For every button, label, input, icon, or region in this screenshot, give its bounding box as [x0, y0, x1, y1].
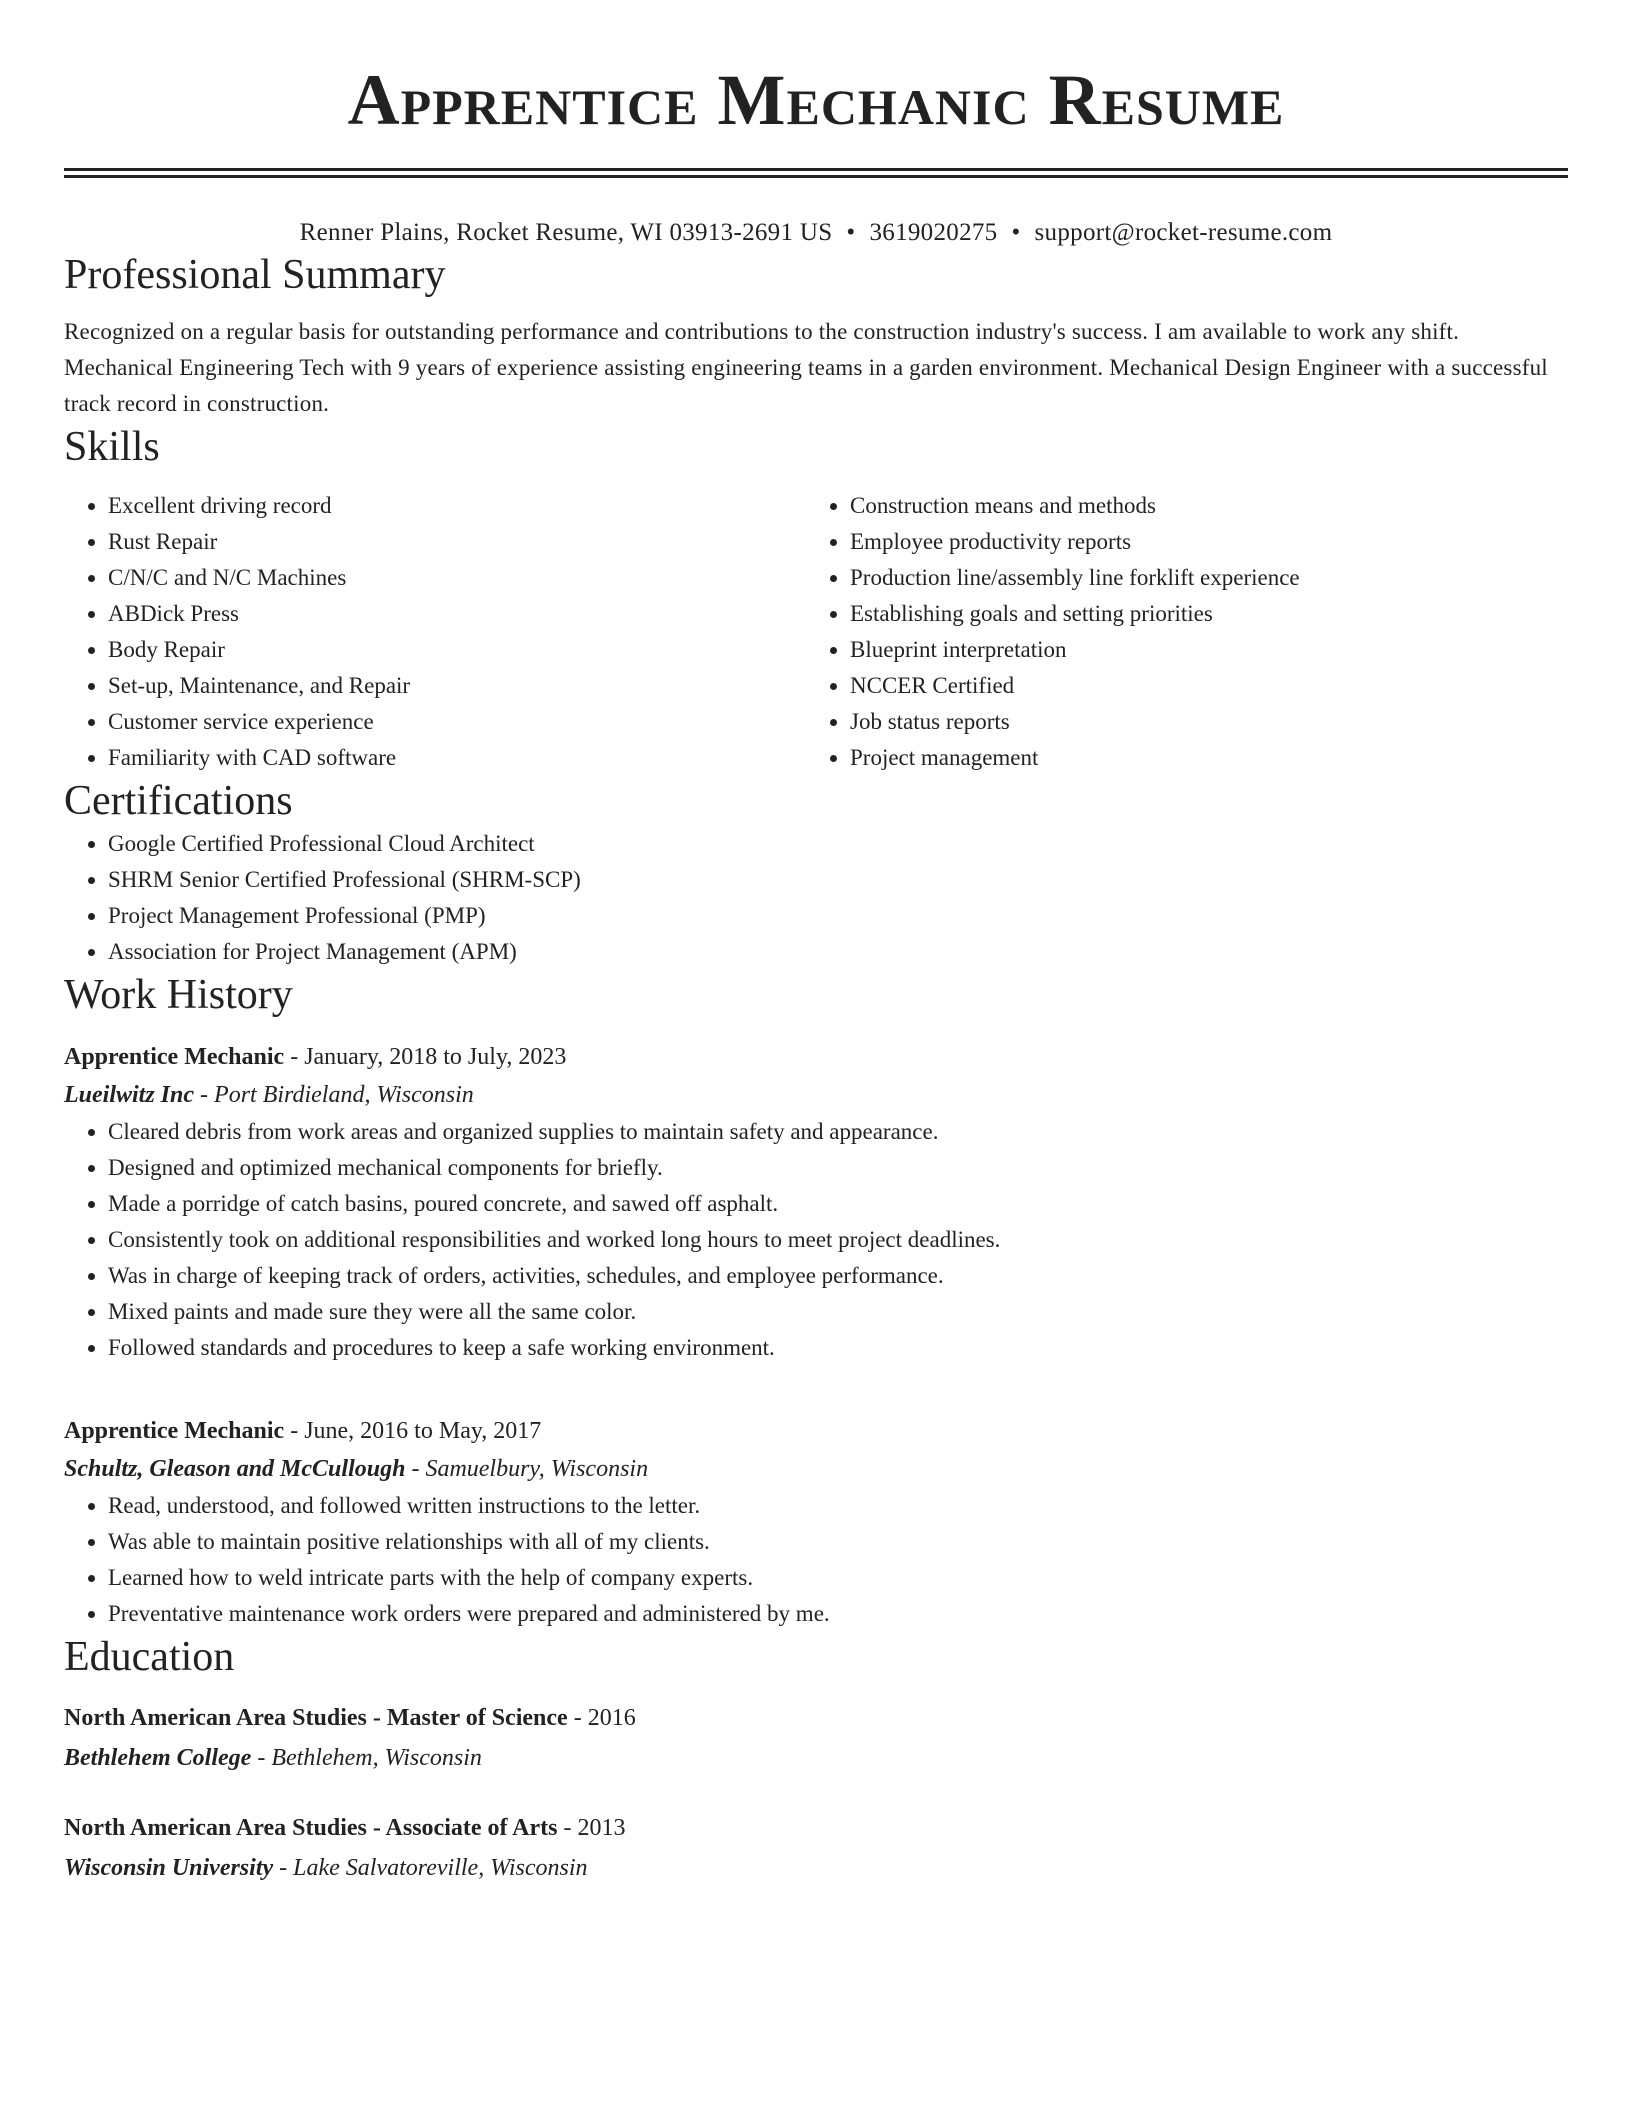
skill-item: • Job status reports: [850, 704, 1548, 740]
education-location: Bethlehem, Wisconsin: [271, 1745, 482, 1771]
education-degree-line: [64, 1808, 1568, 1848]
education-degree: North American Area Studies - Master of Science: [64, 1705, 568, 1731]
company-location: Port Birdieland, Wisconsin: [214, 1082, 474, 1108]
education-school: Wisconsin University: [64, 1855, 274, 1881]
job-duty-item: • Was able to maintain positive relationships with all of my clients.: [108, 1524, 1568, 1560]
job-duties-list: [64, 1488, 1568, 1632]
skill-item: • Project management: [850, 740, 1548, 776]
skills-column-right: [806, 488, 1548, 776]
skill-item: • C/N/C and N/C Machines: [108, 560, 806, 596]
certification-item: • SHRM Senior Certified Professional (SHRM-SCP): [108, 862, 1568, 898]
contact-email[interactable]: support@rocket-resume.com: [1034, 219, 1333, 246]
dash: -: [251, 1745, 272, 1771]
contact-separator: •: [1011, 219, 1021, 246]
job-title: Apprentice Mechanic: [64, 1418, 285, 1444]
summary-text: Recognized on a regular basis for outstanding performance and contributions to the construction industry's success. I am available to work any shift. Mechanical Engineering Tech with 9 years of experience assisting engineering teams in a garden environment. Mechanical Design Engineer with a successful track record in construction.: [64, 319, 1548, 416]
skill-item: • Construction means and methods: [850, 488, 1548, 524]
job-dates: January, 2018 to July, 2023: [304, 1044, 567, 1070]
job-duties-list: [64, 1114, 1568, 1366]
skill-item: • Employee productivity reports: [850, 524, 1548, 560]
dash: -: [284, 1044, 305, 1070]
dash: -: [557, 1815, 578, 1841]
education-school-line: [64, 1738, 1568, 1778]
education-school: Bethlehem College: [64, 1745, 252, 1771]
skill-item: • Establishing goals and setting priorities: [850, 596, 1548, 632]
job-title-line: [64, 1412, 1568, 1450]
education-location: Lake Salvatoreville, Wisconsin: [293, 1855, 588, 1881]
education-school-line: [64, 1848, 1568, 1888]
company-line: [64, 1450, 1568, 1488]
work-history-heading: Work History: [64, 972, 293, 1018]
certifications-heading: Certifications: [64, 778, 293, 824]
job-duty-item: • Learned how to weld intricate parts with the help of company experts.: [108, 1560, 1568, 1596]
education-degree: North American Area Studies - Associate of Arts: [64, 1815, 558, 1841]
skill-item: • Rust Repair: [108, 524, 806, 560]
job-duty-item: • Was in charge of keeping track of orders, activities, schedules, and employee performance.: [108, 1258, 1568, 1294]
dash: -: [405, 1456, 426, 1482]
summary-heading: Professional Summary: [64, 252, 446, 298]
job-duty-item: • Made a porridge of catch basins, poured concrete, and sawed off asphalt.: [108, 1186, 1568, 1222]
skill-item: • Set-up, Maintenance, and Repair: [108, 668, 806, 704]
dash: -: [194, 1082, 215, 1108]
contact-separator: •: [846, 219, 856, 246]
skills-heading: Skills: [64, 424, 160, 470]
job-duty-item: • Read, understood, and followed written instructions to the letter.: [108, 1488, 1568, 1524]
job-duty-item: • Preventative maintenance work orders were prepared and administered by me.: [108, 1596, 1568, 1632]
job-duty-item: • Followed standards and procedures to keep a safe working environment.: [108, 1330, 1568, 1366]
skill-item: • Body Repair: [108, 632, 806, 668]
skill-item: • Customer service experience: [108, 704, 806, 740]
dash: -: [284, 1418, 305, 1444]
title-double-rule: [64, 168, 1568, 178]
job-dates: June, 2016 to May, 2017: [304, 1418, 542, 1444]
skill-item: • Blueprint interpretation: [850, 632, 1548, 668]
certification-item: • Google Certified Professional Cloud Architect: [108, 826, 1568, 862]
company-line: [64, 1076, 1568, 1114]
skill-item: • Production line/assembly line forklift experience: [850, 560, 1548, 596]
skills-column-left: [64, 488, 806, 776]
contact-line: [64, 216, 1568, 250]
job-title: Apprentice Mechanic: [64, 1044, 285, 1070]
job-duty-item: • Consistently took on additional responsibilities and worked long hours to meet project deadlines.: [108, 1222, 1568, 1258]
job-duty-item: • Cleared debris from work areas and organized supplies to maintain safety and appearance.: [108, 1114, 1568, 1150]
skill-item: • Familiarity with CAD software: [108, 740, 806, 776]
job-duty-item: • Mixed paints and made sure they were all the same color.: [108, 1294, 1568, 1330]
certifications-list: [64, 826, 1568, 970]
skill-item: • Excellent driving record: [108, 488, 806, 524]
certification-item: • Project Management Professional (PMP): [108, 898, 1568, 934]
certification-item: • Association for Project Management (APM): [108, 934, 1568, 970]
job-title-line: [64, 1038, 1568, 1076]
dash: -: [273, 1855, 294, 1881]
education-year: 2013: [577, 1815, 626, 1841]
skills-grid: [64, 488, 1568, 776]
education-year: 2016: [587, 1705, 636, 1731]
job-duty-item: • Designed and optimized mechanical components for briefly.: [108, 1150, 1568, 1186]
contact-phone[interactable]: 3619020275: [869, 219, 998, 246]
dash: -: [567, 1705, 588, 1731]
education-degree-line: [64, 1698, 1568, 1738]
company-name: Schultz, Gleason and McCullough: [64, 1456, 406, 1482]
contact-address: Renner Plains, Rocket Resume, WI 03913-2691 US: [299, 219, 833, 246]
company-location: Samuelbury, Wisconsin: [425, 1456, 649, 1482]
skill-item: • ABDick Press: [108, 596, 806, 632]
skill-item: • NCCER Certified: [850, 668, 1548, 704]
page-title: Apprentice Mechanic Resume: [347, 60, 1285, 140]
education-heading: Education: [64, 1634, 235, 1680]
company-name: Lueilwitz Inc: [64, 1082, 195, 1108]
